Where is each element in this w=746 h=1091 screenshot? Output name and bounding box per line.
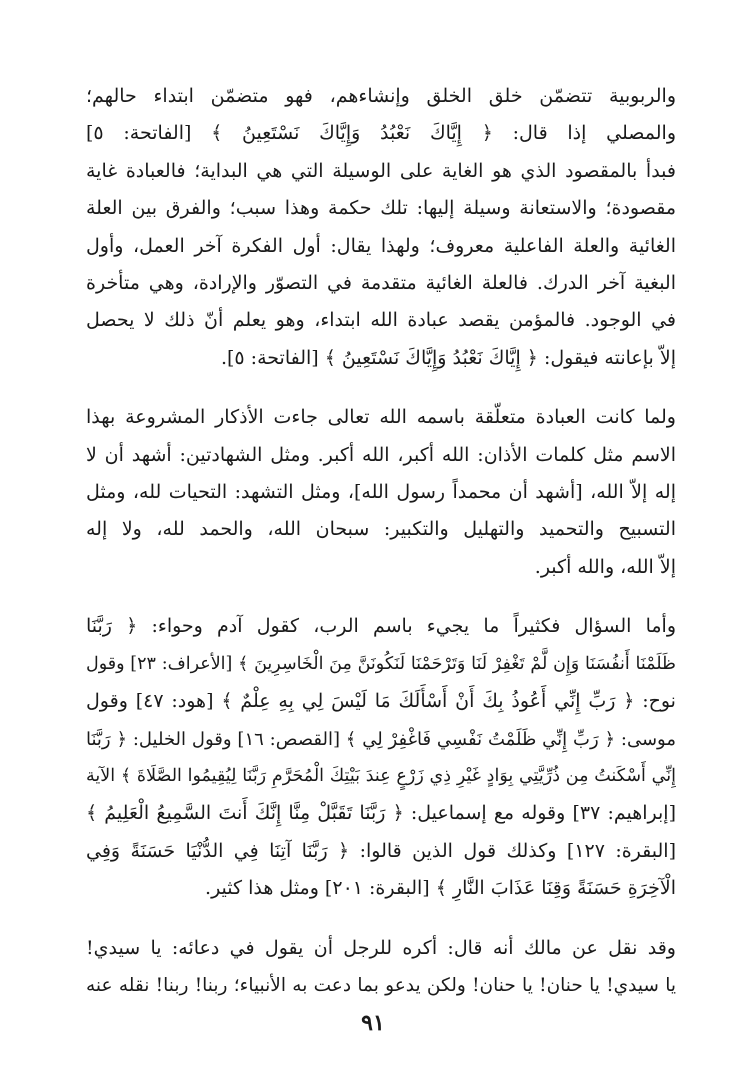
text-line: ولما كانت العبادة متعلّقة باسمه الله تعالى جاءت الأذكار المشروعة بهذا: [86, 406, 676, 429]
text-line: فبدأ بالمقصود الذي هو الغاية على الوسيلة التي هي البداية؛ فالعبادة غاية: [86, 159, 676, 182]
text-line: التسبيح والتحميد والتهليل والتكبير: سبحان الله، والحمد لله، ولا إله: [86, 518, 676, 541]
paragraph-3: [86, 608, 676, 907]
text-line: إلاّ الله، والله أكبر.: [534, 555, 676, 578]
text-line: في الوجود. فالمؤمن يقصد عبادة الله ابتداء، وهو يعلم أنّ ذلك لا يحصل: [86, 309, 676, 332]
text-line: وقد نقل عن مالك أنه قال: أكره للرجل أن يقول في دعائه: يا سيدي!: [86, 936, 676, 959]
text-line: والمصلي إذا قال: ﴿ إِيَّاكَ نَعْبُدُ وَإِيَّاكَ نَسْتَعِينُ ﴾ [الفاتحة: ٥]: [86, 122, 676, 145]
text-line: ظَلَمْنَا أَنفُسَنَا وَإِن لَّمْ تَغْفِرْ لَنَا وَتَرْحَمْنَا لَنَكُونَنَّ مِنَ الْخَاسِرِينَ ﴾ [الأعراف: ٢٣] وقول: [86, 653, 676, 674]
text-line: الاسم مثل كلمات الأذان: الله أكبر، الله أكبر. ومثل الشهادتين: أشهد أن لا: [86, 443, 676, 466]
text-line: إلاّ بإعانته فيقول: ﴿ إِيَّاكَ نَعْبُدُ وَإِيَّاكَ نَسْتَعِينُ ﴾ [الفاتحة: ٥].: [220, 346, 676, 369]
paragraph-4: [86, 930, 676, 1005]
text-line: وأما السؤال فكثيراً ما يجيء باسم الرب، كقول آدم وحواء: ﴿ رَبَّنَا: [86, 615, 676, 638]
paragraph-2: [86, 399, 676, 586]
text-line: الغائية والعلة الفاعلية معروف؛ ولهذا يقال: أول الفكرة آخر العمل، وأول: [86, 234, 676, 257]
text-line: نوح: ﴿ رَبِّ إِنِّي أَعُوذُ بِكَ أَنْ أَسْأَلَكَ مَا لَيْسَ لِي بِهِ عِلْمٌ ﴾ [هود: ٤٧] وقول: [86, 690, 676, 713]
page-number: ٩١: [361, 1010, 385, 1036]
text-line: مقصودة؛ والاستعانة وسيلة إليها: تلك حكمة وهذا سبب؛ والفرق بين العلة: [86, 197, 676, 220]
paragraph-gap: [86, 377, 676, 399]
text-line: إِنِّي أَسْكَنتُ مِن ذُرِّيَّتِي بِوَادٍ غَيْرِ ذِي زَرْعٍ عِندَ بَيْتِكَ الْمُحَرَّمِ رَبَّنَا لِيُقِيمُوا الصَّلَاةَ ﴾ الآية: [86, 765, 676, 786]
text-line: الْآخِرَةِ حَسَنَةً وَقِنَا عَذَابَ النَّارِ ﴾ [البقرة: ٢٠١] ومثل هذا كثير.: [205, 877, 676, 900]
text-line: [إبراهيم: ٣٧] وقوله مع إسماعيل: ﴿ رَبَّنَا تَقَبَّلْ مِنَّا إِنَّكَ أَنتَ السَّمِيعُ الْعَلِيمُ ﴾: [86, 802, 676, 825]
text-line: والربوبية تتضمّن خلق الخلق وإنشاءهم، فهو متضمّن ابتداء حالهم؛: [86, 85, 676, 107]
text-line: البغية آخر الدرك. فالعلة الغائية متقدمة في التصوّر والإرادة، وهي متأخرة: [86, 272, 676, 295]
paragraph-1: [86, 78, 676, 377]
text-line: موسى: ﴿ رَبِّ إِنِّي ظَلَمْتُ نَفْسِي فَاغْفِرْ لِي ﴾ [القصص: ١٦] وقول الخليل: ﴿ رَبَّنَا: [86, 728, 676, 750]
paragraph-gap: [86, 586, 676, 608]
text-line: إله إلاّ الله، [أشهد أن محمداً رسول الله]، ومثل التشهد: التحيات لله، ومثل: [86, 481, 676, 504]
text-line: يا سيدي! يا حنان! يا حنان! ولكن يدعو بما دعت به الأنبياء؛ ربنا! ربنا! نقله عنه: [86, 974, 676, 996]
page-body: [86, 78, 676, 1004]
paragraph-gap: [86, 908, 676, 930]
text-line: [البقرة: ١٢٧] وكذلك قول الذين قالوا: ﴿ رَبَّنَا آتِنَا فِي الدُّنْيَا حَسَنَةً وَفِي: [86, 839, 676, 862]
